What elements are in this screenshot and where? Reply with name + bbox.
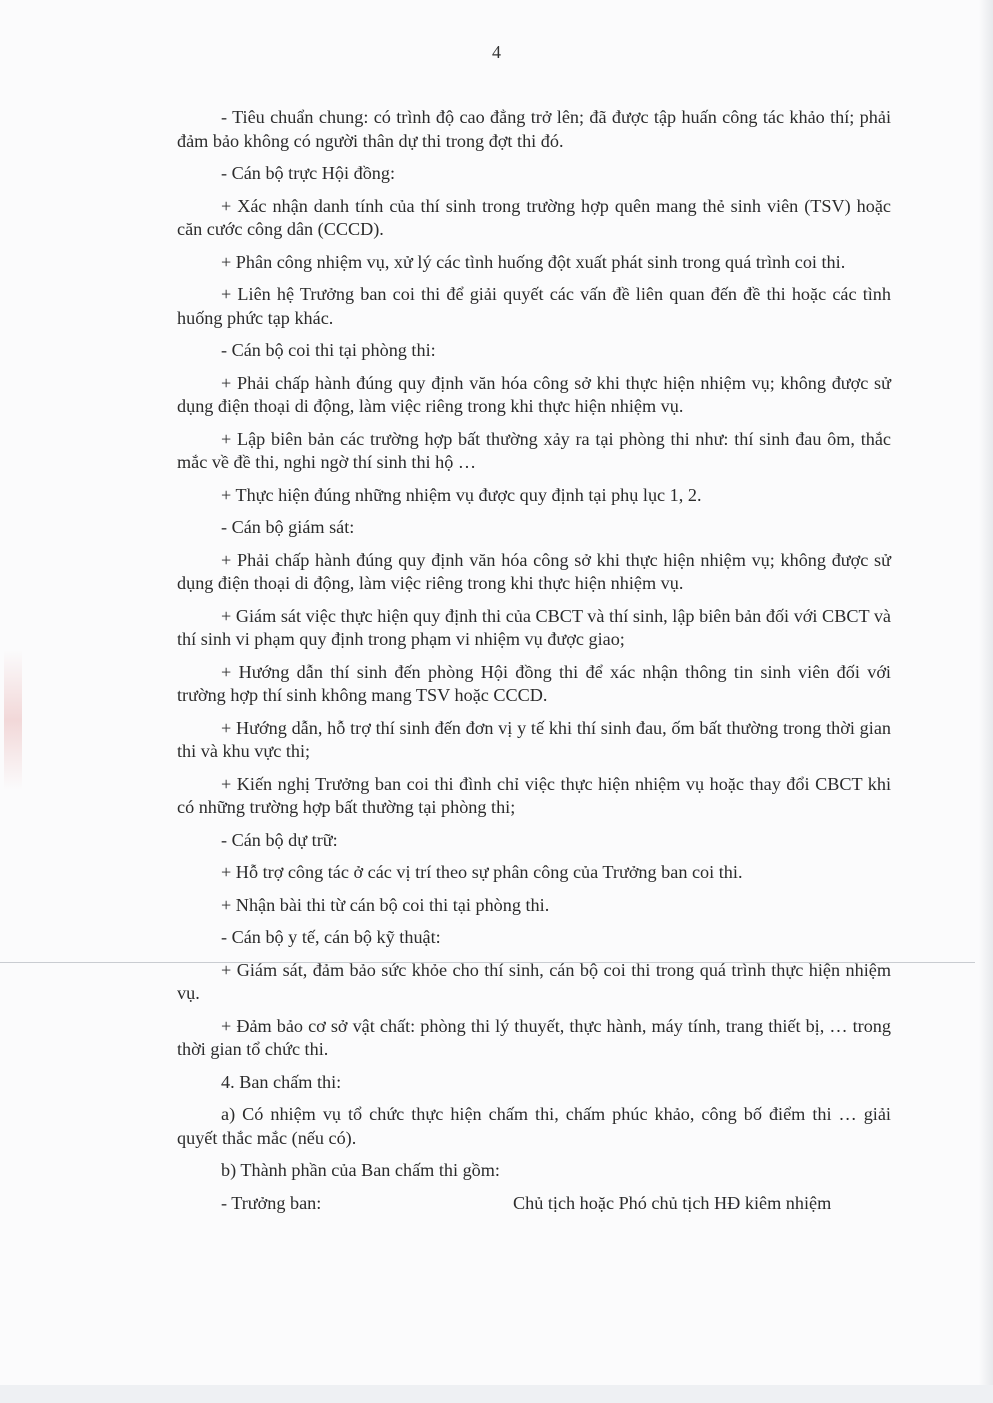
paragraph: - Tiêu chuẩn chung: có trình độ cao đẳng trở lên; đã được tập huấn công tác khảo thí; phải đảm bảo không có người thân dự thi trong đợt thi đó. [177,107,891,151]
paragraph: + Giám sát việc thực hiện quy định thi của CBCT và thí sinh, lập biên bản đối với CBCT và thí sinh vi phạm quy định trong phạm vi nhiệm vụ được giao; [177,605,891,649]
paragraph: + Nhận bài thi từ cán bộ coi thi tại phòng thi. [221,894,550,915]
scan-bottom-strip [0,1385,993,1403]
paragraph: - Cán bộ dự trữ: [221,829,338,850]
paragraph: a) Có nhiệm vụ tổ chức thực hiện chấm thi, chấm phúc khảo, công bố điểm thi … giải quyết thắc mắc (nếu có). [177,1104,891,1148]
paragraph: - Cán bộ trực Hội đồng: [221,163,396,183]
paragraph: - Cán bộ giám sát: [221,517,355,537]
paragraph: + Phân công nhiệm vụ, xử lý các tình huống đột xuất phát sinh trong quá trình coi thi. [221,251,846,272]
paragraph: + Giám sát, đảm bảo sức khỏe cho thí sinh, cán bộ coi thi trong quá trình thực hiện nhiệm vụ. [177,959,891,1003]
paragraph: + Thực hiện đúng những nhiệm vụ được quy định tại phụ lục 1, 2. [221,484,702,505]
paragraph: b) Thành phần của Ban chấm thi gồm: [221,1160,500,1180]
paragraph: + Hướng dẫn, hỗ trợ thí sinh đến đơn vị y tế khi thí sinh đau, ốm bất thường trong thời gian thi và khu vực thi; [177,717,891,761]
scan-fold-line [0,962,975,963]
section-heading: 4. Ban chấm thi: [221,1071,342,1092]
paragraph: + Phải chấp hành đúng quy định văn hóa công sở khi thực hiện nhiệm vụ; không được sử dụng điện thoại di động, làm việc riêng trong khi thực hiện nhiệm vụ. [177,372,891,416]
role-value: Chủ tịch hoặc Phó chủ tịch HĐ kiêm nhiệm [513,1192,832,1213]
paragraph: + Xác nhận danh tính của thí sinh trong trường hợp quên mang thẻ sinh viên (TSV) hoặc căn cước công dân (CCCD). [177,195,891,239]
scan-edge-shadow [979,0,993,1403]
paragraph: + Hướng dẫn thí sinh đến phòng Hội đồng thi để xác nhận thông tin sinh viên đối với trường hợp thí sinh không mang TSV hoặc CCCD. [177,661,891,705]
paragraph: - Cán bộ y tế, cán bộ kỹ thuật: [221,927,441,947]
paragraph: + Phải chấp hành đúng quy định văn hóa công sở khi thực hiện nhiệm vụ; không được sử dụng điện thoại di động, làm việc riêng trong khi thực hiện nhiệm vụ. [177,549,891,593]
paragraph: + Đảm bảo cơ sở vật chất: phòng thi lý thuyết, thực hành, máy tính, trang thiết bị, … trong thời gian tổ chức thi. [177,1015,891,1059]
paragraph: + Hỗ trợ công tác ở các vị trí theo sự phân công của Trưởng ban coi thi. [221,862,743,882]
role-label: - Trưởng ban: [221,1192,322,1213]
paragraph: + Liên hệ Trưởng ban coi thi để giải quyết các vấn đề liên quan đến đề thi hoặc các tình huống phức tạp khác. [177,284,891,328]
paragraph: + Kiến nghị Trưởng ban coi thi đình chỉ việc thực hiện nhiệm vụ hoặc thay đổi CBCT khi có những trường hợp bất thường tại phòng thi; [177,773,891,817]
paragraph: + Lập biên bản các trường hợp bất thường xảy ra tại phòng thi như: thí sinh đau ôm, thắc mắc về đề thi, nghi ngờ thí sinh thi hộ … [177,428,891,472]
stamp-bleed-mark [4,650,22,790]
paragraph: - Cán bộ coi thi tại phòng thi: [221,340,436,360]
role-row [177,1192,891,1216]
page-number: 4 [492,42,501,62]
document-body [177,106,891,1224]
